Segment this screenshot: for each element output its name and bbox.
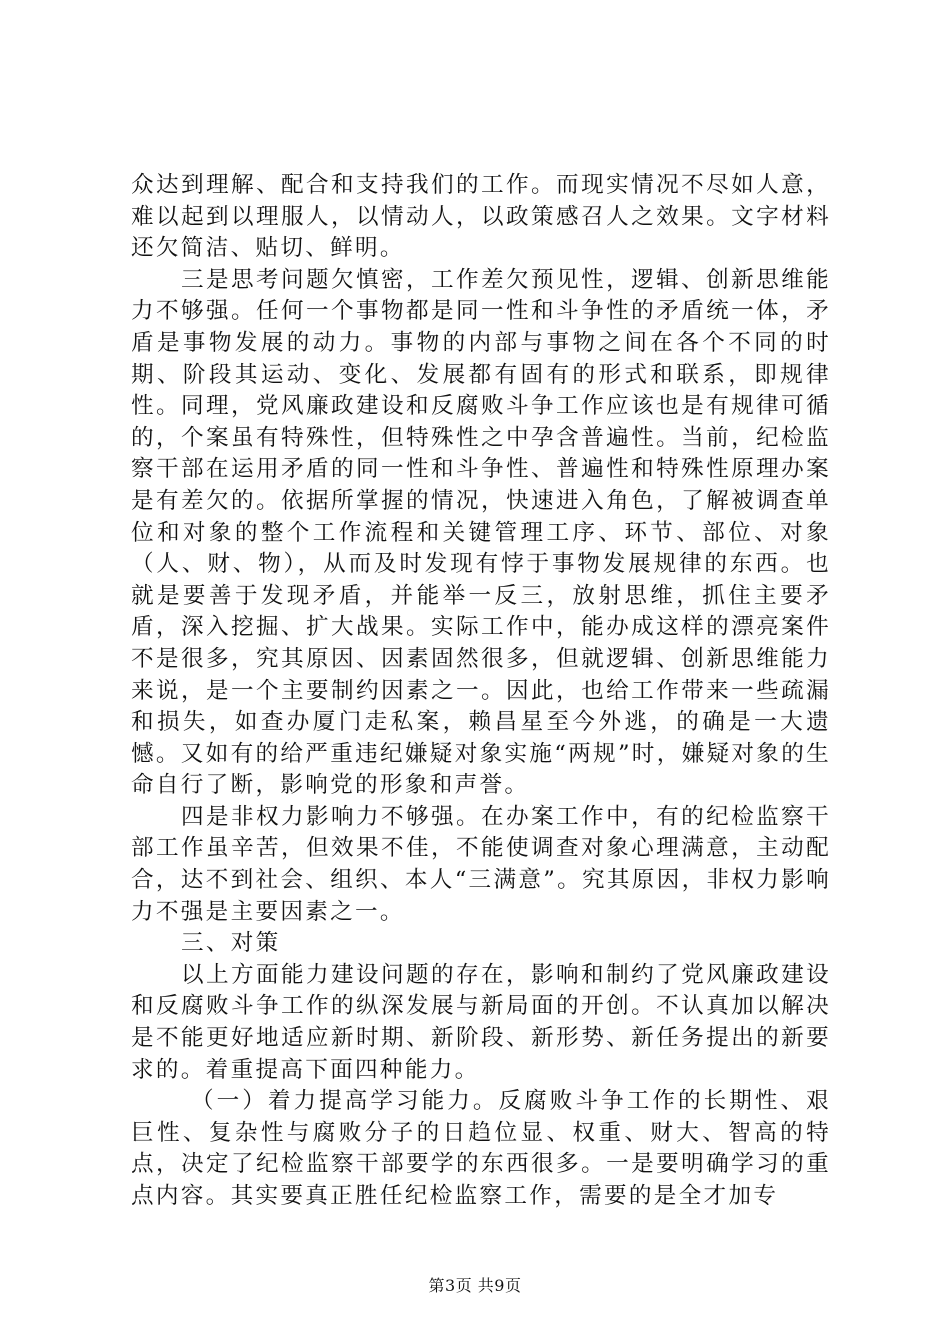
paragraph-4: 以上方面能力建设问题的存在，影响和制约了党风廉政建设和反腐败斗争工作的纵深发展与新局面的开创。不认真加以解决是不能更好地适应新时期、新阶段、新形势、新任务提出的新要求的。着重提高下面四种能力。: [131, 961, 831, 1083]
paragraph-5: （一）着力提高学习能力。反腐败斗争工作的长期性、艰巨性、复杂性与腐败分子的日趋位显、权重、财大、智高的特点，决定了纪检监察干部要学的东西很多。一是要明确学习的重点内容。其实要真正胜任纪检监察工作，需要的是全才加专: [131, 1088, 831, 1209]
section-heading: 三、对策: [181, 930, 281, 957]
document-body: [131, 170, 831, 1213]
paragraph-1: 众达到理解、配合和支持我们的工作。而现实情况不尽如人意，难以起到以理服人，以情动人，以政策感召人之效果。文字材料还欠简洁、贴切、鲜明。: [131, 172, 831, 262]
paragraph-2: 三是思考问题欠慎密，工作差欠预见性，逻辑、创新思维能力不够强。任何一个事物都是同一性和斗争性的矛盾统一体，矛盾是事物发展的动力。事物的内部与事物之间在各个不同的时期、阶段其运动、变化、发展都有固有的形式和联系，即规律性。同理，党风廉政建设和反腐败斗争工作应该也是有规律可循的，个案虽有特殊性，但特殊性之中孕含普遍性。当前，纪检监察干部在运用矛盾的同一性和斗争性、普遍性和特殊性原理办案是有差欠的。依据所掌握的情况，快速进入角色，了解被调查单位和对象的整个工作流程和关键管理工序、环节、部位、对象（人、财、物），从而及时发现有悖于事物发展规律的东西。也就是要善于发现矛盾，并能举一反三，放射思维，抓住主要矛盾，深入挖掘、扩大战果。实际工作中，能办成这样的漂亮案件不是很多，究其原因、因素固然很多，但就逻辑、创新思维能力来说，是一个主要制约因素之一。因此，也给工作带来一些疏漏和损失，如查办厦门走私案，赖昌星至今外逃，的确是一大遗憾。又如有的给严重违纪嫌疑对象实施“两规”时，嫌疑对象的生命自行了断，影响党的形象和声誉。: [131, 266, 831, 799]
paragraph-3: 四是非权力影响力不够强。在办案工作中，有的纪检监察干部工作虽辛苦，但效果不佳，不能使调查对象心理满意，主动配合，达不到社会、组织、本人“三满意”。究其原因，非权力影响力不强是主要因素之一。: [131, 803, 831, 925]
page-footer: 第3页 共9页: [428, 1276, 522, 1295]
